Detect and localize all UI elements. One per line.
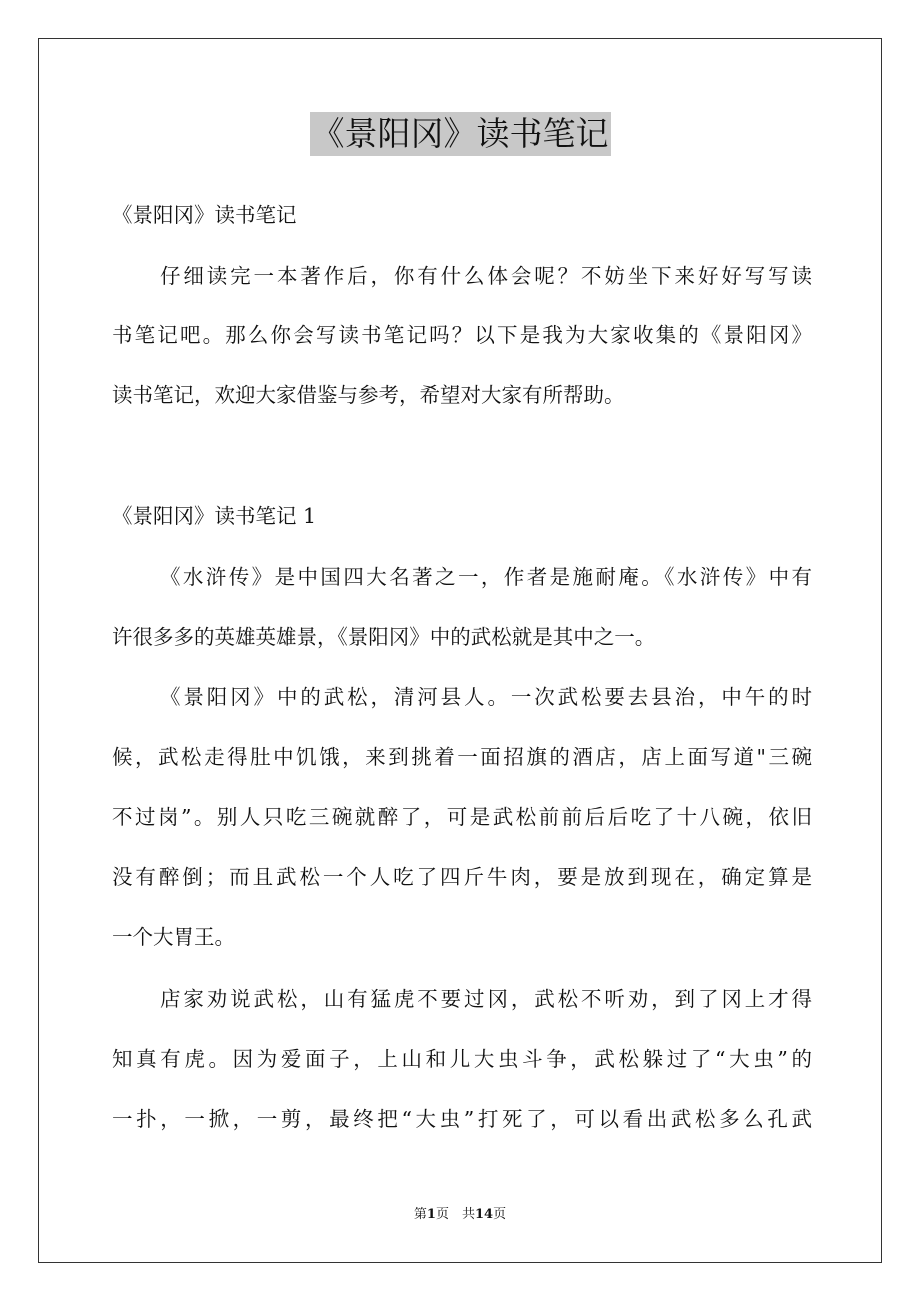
title-wrap xyxy=(0,112,920,156)
subtitle: 《景阳冈》读书笔记 xyxy=(112,203,297,227)
page-suffix: 页 xyxy=(493,1207,507,1222)
section-heading: 《景阳冈》读书笔记 1 xyxy=(112,504,317,528)
paragraph-3-line-1: 店家劝说武松，山有猛虎不要过冈，武松不听劝，到了冈上才得 xyxy=(160,987,812,1011)
paragraph-2-line-2: 候，武松走得肚中饥饿，来到挑着一面招旗的酒店，店上面写道"三碗 xyxy=(112,745,812,769)
total-page-count: 14 xyxy=(474,1207,494,1222)
intro-line-2: 书笔记吧。那么你会写读书笔记吗？以下是我为大家收集的《景阳冈》 xyxy=(112,323,812,347)
paragraph-3-line-2: 知真有虎。因为爱面子，上山和儿大虫斗争，武松躲过了“大虫”的 xyxy=(112,1047,812,1071)
paragraph-2-line-1: 《景阳冈》中的武松，清河县人。一次武松要去县治，中午的时 xyxy=(160,685,812,709)
document-title: 《景阳冈》读书笔记 xyxy=(310,112,611,156)
intro-line-1: 仔细读完一本著作后，你有什么体会呢？不妨坐下来好好写写读 xyxy=(160,264,812,288)
paragraph-3-line-3: 一扑，一掀，一剪，最终把“大虫”打死了，可以看出武松多么孔武 xyxy=(112,1107,812,1131)
page-footer xyxy=(0,1206,920,1224)
paragraph-1-line-1: 《水浒传》是中国四大名著之一，作者是施耐庵。《水浒传》中有 xyxy=(160,565,812,589)
paragraph-2-line-4: 没有醉倒；而且武松一个人吃了四斤牛肉，要是放到现在，确定算是 xyxy=(112,865,812,889)
page-mid: 页 共 xyxy=(435,1207,475,1222)
intro-line-3: 读书笔记，欢迎大家借鉴与参考，希望对大家有所帮助。 xyxy=(112,383,625,407)
paragraph-1-line-2: 许很多多的英雄英雄景，《景阳冈》中的武松就是其中之一。 xyxy=(112,625,656,649)
current-page-number: 1 xyxy=(426,1207,436,1222)
page-prefix: 第 xyxy=(413,1207,427,1222)
paragraph-2-line-3: 不过岗”。别人只吃三碗就醉了，可是武松前前后后吃了十八碗，依旧 xyxy=(112,805,812,829)
paragraph-2-line-5: 一个大胃王。 xyxy=(112,925,235,949)
